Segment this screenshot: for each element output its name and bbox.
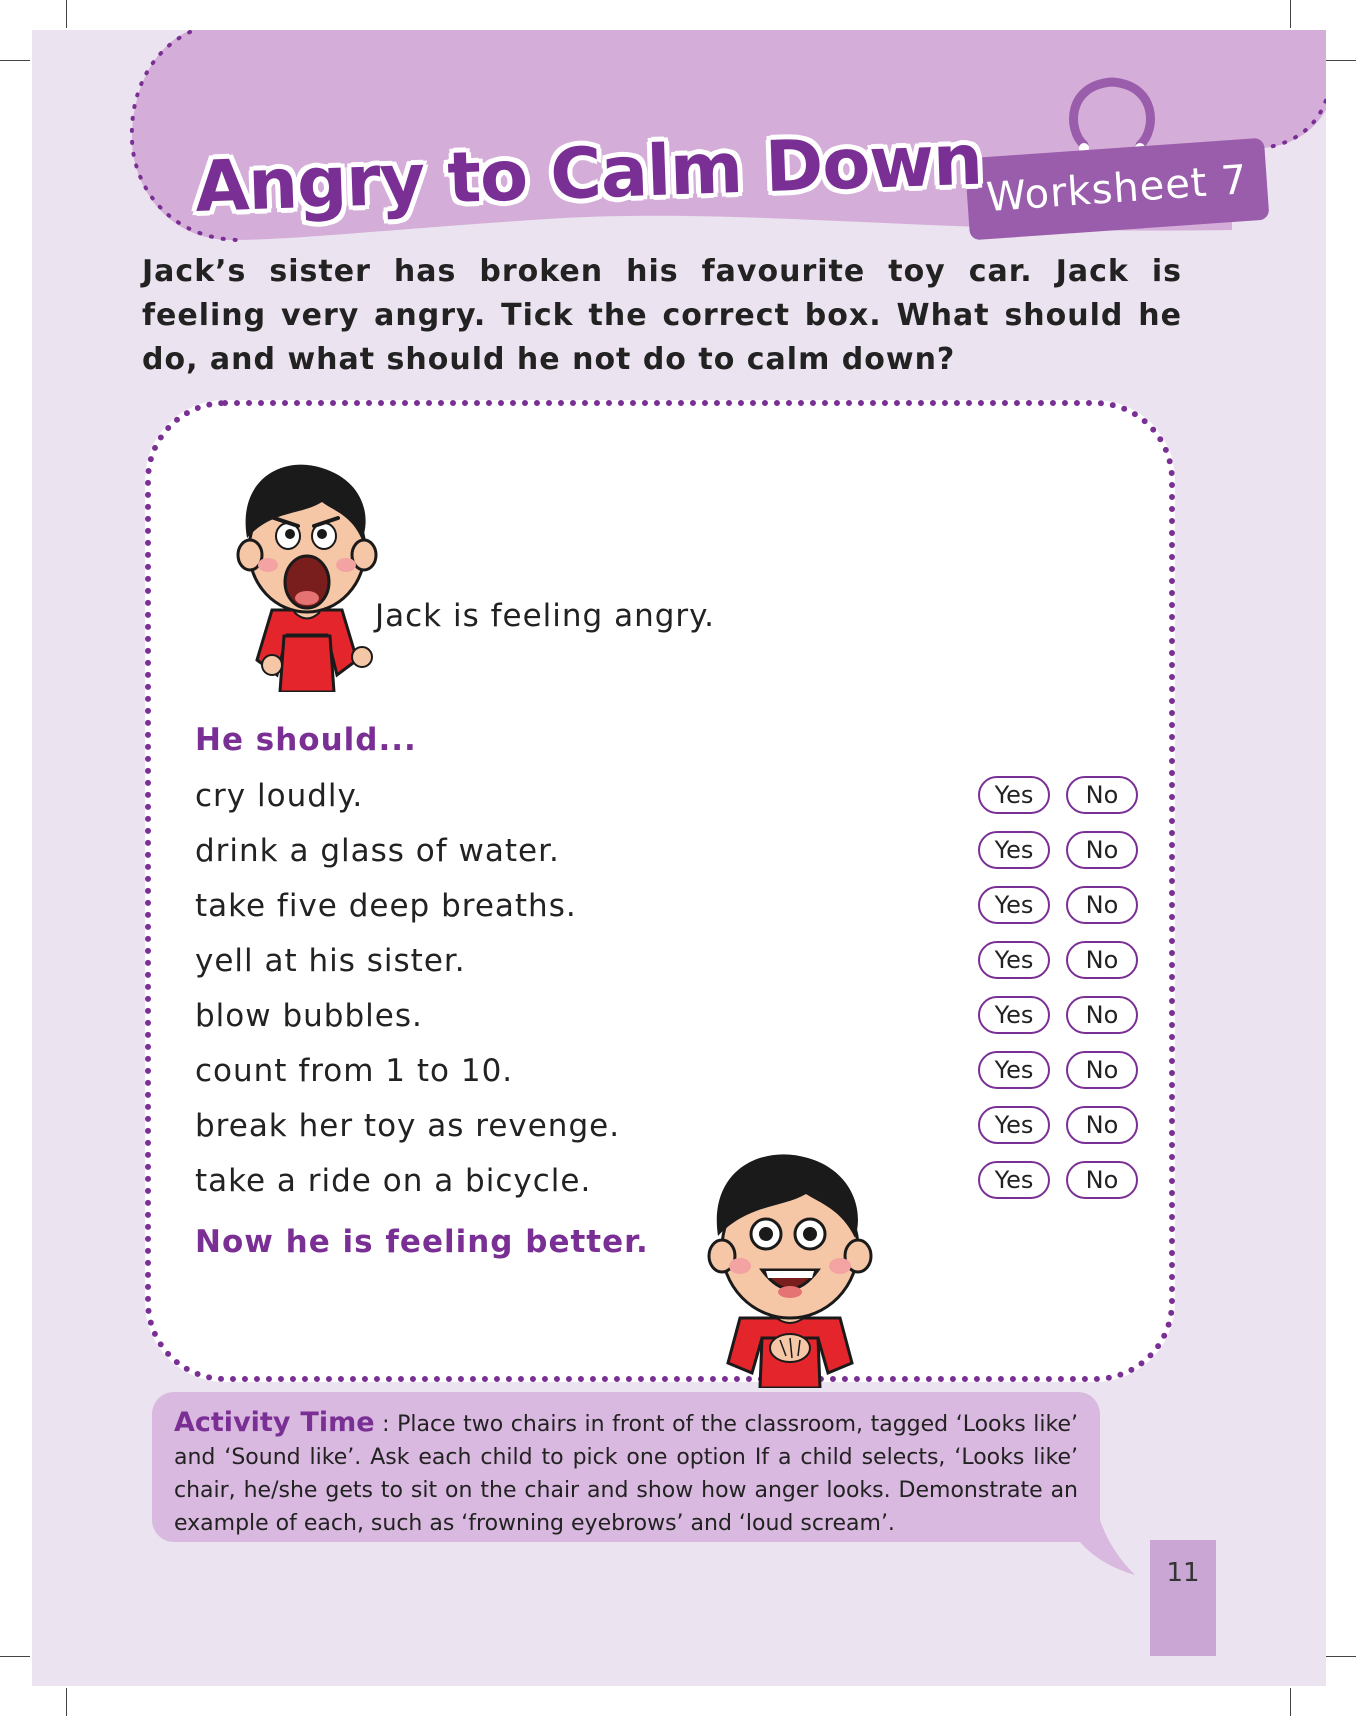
yes-checkbox[interactable]: Yes	[978, 776, 1050, 814]
option-row	[195, 1106, 1145, 1161]
no-checkbox[interactable]: No	[1066, 776, 1138, 814]
activity-separator: :	[374, 1412, 398, 1437]
yes-checkbox[interactable]: Yes	[978, 996, 1050, 1034]
option-row	[195, 1051, 1145, 1106]
no-checkbox[interactable]: No	[1066, 1161, 1138, 1199]
option-text: drink a glass of water.	[195, 833, 560, 869]
activity-box	[152, 1392, 1100, 1542]
yes-checkbox[interactable]: Yes	[978, 941, 1050, 979]
worksheet-tab: Worksheet 7	[965, 138, 1270, 241]
option-text: break her toy as revenge.	[195, 1108, 621, 1144]
option-row	[195, 831, 1145, 886]
angry-boy-illustration	[232, 460, 382, 692]
yes-checkbox[interactable]: Yes	[978, 1106, 1050, 1144]
option-row	[195, 886, 1145, 941]
speech-tail	[1080, 1520, 1140, 1580]
yes-checkbox[interactable]: Yes	[978, 1051, 1050, 1089]
activity-label: Activity Time	[174, 1407, 375, 1438]
crop-mark	[1290, 1688, 1291, 1716]
yes-checkbox[interactable]: Yes	[978, 1161, 1050, 1199]
activity-text: Place two chairs in front of the classroom, tagged ‘Looks like’ and ‘Sound like’. Ask each child to pick one option If a child selects, ‘Looks like’ chair, he/she gets to sit on the chair and show how anger looks. Demonstrate an example of each, such as ‘frowning eyebrows’ and ‘loud scream’.	[174, 1412, 1078, 1536]
yes-checkbox[interactable]: Yes	[978, 831, 1050, 869]
should-heading: He should...	[195, 722, 417, 758]
happy-boy-illustration	[700, 1148, 880, 1388]
no-checkbox[interactable]: No	[1066, 886, 1138, 924]
option-text: take five deep breaths.	[195, 888, 577, 924]
crop-mark	[66, 0, 67, 28]
angry-caption: Jack is feeling angry.	[375, 598, 715, 634]
crop-mark	[1326, 1656, 1356, 1657]
crop-mark	[1326, 60, 1356, 61]
yes-checkbox[interactable]: Yes	[978, 886, 1050, 924]
no-checkbox[interactable]: No	[1066, 941, 1138, 979]
page-title: Angry to Calm Down	[193, 118, 984, 228]
option-text: take a ride on a bicycle.	[195, 1163, 592, 1199]
option-text: yell at his sister.	[195, 943, 466, 979]
option-row	[195, 1161, 1145, 1216]
page-number: 11	[1150, 1540, 1216, 1656]
option-text: blow bubbles.	[195, 998, 423, 1034]
no-checkbox[interactable]: No	[1066, 996, 1138, 1034]
option-row	[195, 941, 1145, 996]
option-text: count from 1 to 10.	[195, 1053, 514, 1089]
options-list	[195, 776, 1145, 1216]
crop-mark	[66, 1688, 67, 1716]
instructions-text: Jack’s sister has broken his favourite toy car. Jack is feeling very angry. Tick the correct box. What should he do, and what should he not do to calm down?	[142, 254, 1182, 377]
no-checkbox[interactable]: No	[1066, 831, 1138, 869]
crop-mark	[1290, 0, 1291, 28]
option-row	[195, 776, 1145, 831]
option-row	[195, 996, 1145, 1051]
no-checkbox[interactable]: No	[1066, 1051, 1138, 1089]
crop-mark	[0, 60, 30, 61]
option-text: cry loudly.	[195, 778, 364, 814]
crop-mark	[0, 1656, 30, 1657]
feeling-better-text: Now he is feeling better.	[195, 1224, 649, 1260]
no-checkbox[interactable]: No	[1066, 1106, 1138, 1144]
